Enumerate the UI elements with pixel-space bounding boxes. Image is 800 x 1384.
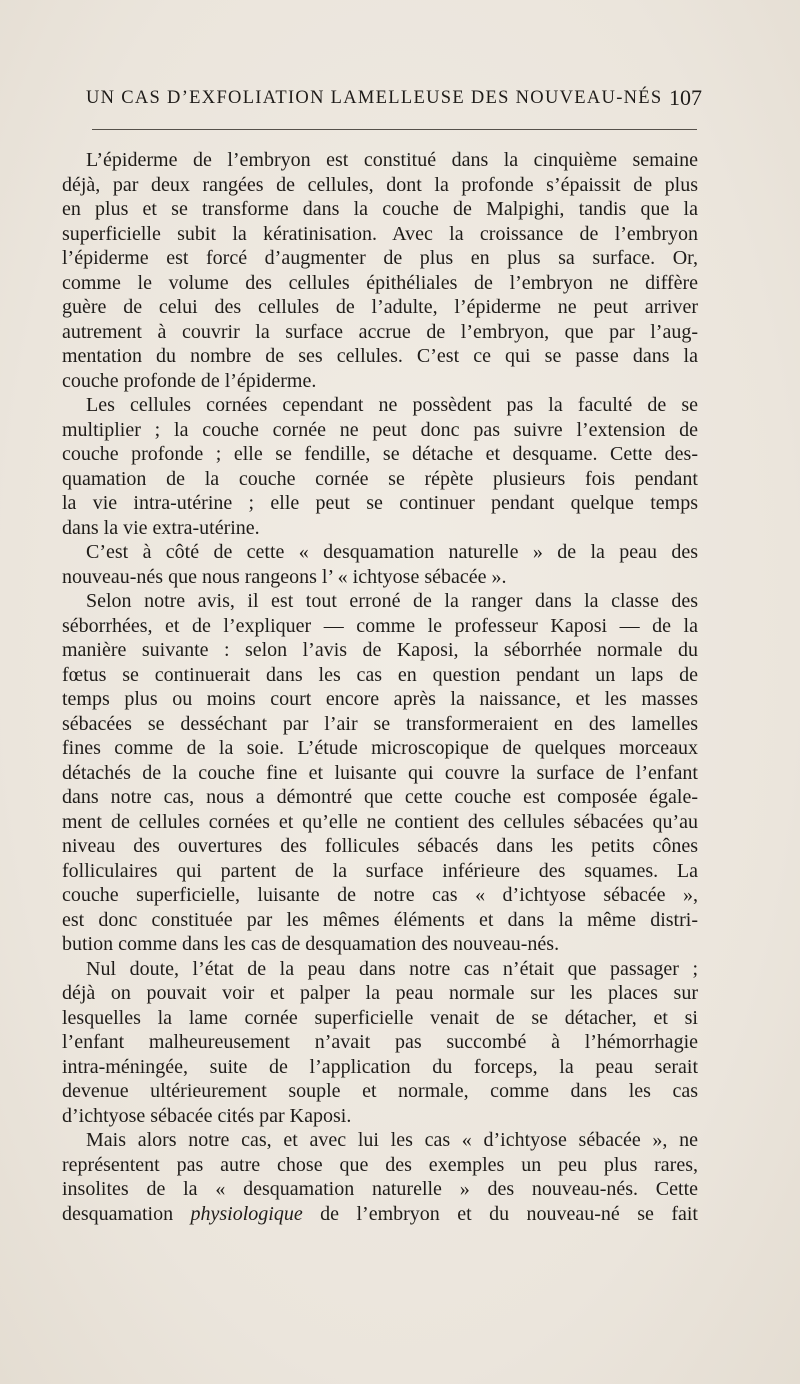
text-line: lesquelles la lame cornée superficielle venait de se détacher, et si — [62, 1006, 698, 1029]
text-segment: de l’embryon et du nouveau-né se fait — [302, 1202, 698, 1225]
running-head — [86, 85, 702, 118]
text-line: multiplier ; la couche cornée ne peut donc pas suivre l’extension de — [62, 418, 698, 441]
text-line: représentent pas autre chose que des exemples un peu plus rares, — [62, 1153, 698, 1176]
text-segment: desquamation — [62, 1202, 191, 1225]
header-rule — [92, 129, 697, 130]
text-line: l’épiderme est forcé d’augmenter de plus en plus sa surface. Or, — [62, 247, 698, 269]
text-line: l’enfant malheureusement n’avait pas succombé à l’hémorrhagie — [62, 1031, 698, 1053]
text-line: guère de celui des cellules de l’adulte, l’épiderme ne peut arriver — [62, 296, 698, 318]
text-line-final — [62, 1202, 698, 1227]
text-line: folliculaires qui partent de la surface inférieure des squames. La — [62, 859, 698, 882]
text-line: ment de cellules cornées et qu’elle ne contient des cellules sébacées qu’au — [62, 810, 698, 833]
text-line: autrement à couvrir la surface accrue de l’embryon, que par l’aug- — [62, 320, 698, 343]
page-number: 107 — [669, 85, 702, 110]
text-line: séborrhées, et de l’expliquer — comme le professeur Kaposi — de la — [62, 614, 698, 637]
text-line: intra-méningée, suite de l’application du forceps, la peau serait — [62, 1055, 698, 1078]
text-line: d’ichtyose sébacée cités par Kaposi. — [62, 1104, 352, 1127]
text-line: comme le volume des cellules épithéliales de l’embryon ne diffère — [62, 271, 698, 294]
running-title: UN CAS D’EXFOLIATION LAMELLEUSE DES NOUVEAU-NÉS — [86, 88, 663, 108]
text-line: déjà, par deux rangées de cellules, dont la profonde s’épaissit de plus — [62, 173, 698, 196]
paragraph — [62, 148, 698, 393]
text-line: devenue ultérieurement souple et normale, comme dans les cas — [62, 1080, 698, 1102]
text-line: dans la vie extra-utérine. — [62, 516, 260, 539]
text-line: la vie intra-utérine ; elle peut se continuer pendant quelque temps — [62, 492, 698, 514]
paragraph — [62, 1128, 698, 1226]
text-line: bution comme dans les cas de desquamation des nouveau-nés. — [62, 933, 560, 955]
text-line: superficielle subit la kératinisation. Avec la croissance de l’embryon — [62, 222, 698, 245]
text-line: est donc constituée par les mêmes éléments et dans la même distri- — [62, 908, 698, 931]
text-line: niveau des ouvertures des follicules sébacés dans les petits cônes — [62, 835, 698, 857]
text-line: couche profonde ; elle se fendille, se détache et desquame. Cette des- — [62, 443, 698, 465]
paragraph — [62, 393, 698, 540]
text-line: nouveau-nés que nous rangeons l’ « ichtyose sébacée ». — [62, 565, 507, 588]
paragraph — [62, 589, 698, 957]
text-line: L’épiderme de l’embryon est constitué dans la cinquième semaine — [86, 149, 698, 171]
text-line: Les cellules cornées cependant ne possèdent pas la faculté de se — [86, 394, 698, 416]
text-line: manière suivante : selon l’avis de Kaposi, la séborrhée normale du — [62, 639, 698, 661]
text-line: couche profonde de l’épiderme. — [62, 369, 317, 392]
text-line: couche superficielle, luisante de notre cas « d’ichtyose sébacée », — [62, 884, 698, 906]
text-line: quamation de la couche cornée se répète plusieurs fois pendant — [62, 467, 698, 490]
text-line: dans notre cas, nous a démontré que cette couche est composée égale- — [62, 786, 698, 808]
text-line: déjà on pouvait voir et palper la peau normale sur les places sur — [62, 982, 698, 1004]
text-line: fines comme de la soie. L’étude microscopique de quelques morceaux — [62, 737, 698, 759]
text-line: temps plus ou moins court encore après la naissance, et les masses — [62, 688, 698, 710]
text-line: insolites de la « desquamation naturelle » des nouveau-nés. Cette — [62, 1178, 698, 1200]
text-line: sébacées se desséchant par l’air se transformeraient en des lamelles — [62, 712, 698, 735]
text-line: Nul doute, l’état de la peau dans notre cas n’était que passager ; — [86, 957, 698, 980]
text-line: Selon notre avis, il est tout erroné de la ranger dans la classe des — [86, 590, 698, 612]
paragraph — [62, 957, 698, 1129]
text-line: mentation du nombre de ses cellules. C’est ce qui se passe dans la — [62, 345, 698, 367]
text-line: Mais alors notre cas, et avec lui les cas « d’ichtyose sébacée », ne — [86, 1129, 698, 1151]
body-text — [62, 148, 698, 1226]
emphasized-word: physiologique — [190, 1202, 303, 1225]
text-line: C’est à côté de cette « desquamation naturelle » de la peau des — [86, 541, 698, 563]
paragraph — [62, 540, 698, 589]
text-line: fœtus se continuerait dans les cas en question pendant un laps de — [62, 663, 698, 686]
text-line: en plus et se transforme dans la couche de Malpighi, tandis que la — [62, 198, 698, 220]
text-line: détachés de la couche fine et luisante qui couvre la surface de l’enfant — [62, 761, 698, 784]
